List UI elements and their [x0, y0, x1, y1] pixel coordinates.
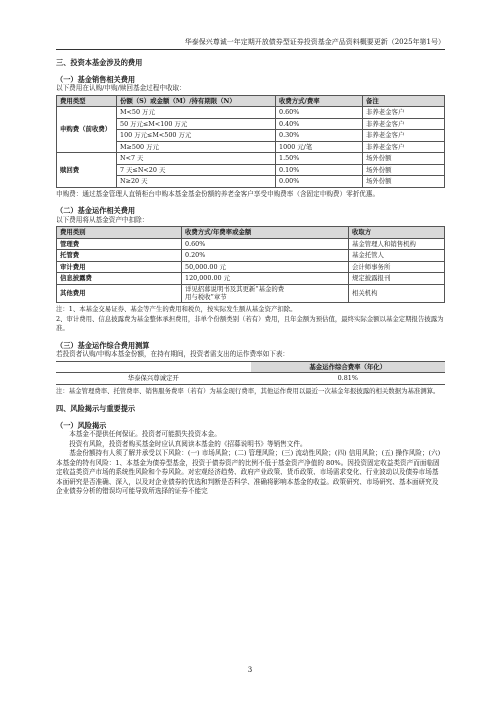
- table-cell: 审计费用: [57, 261, 182, 273]
- page-number: 3: [247, 666, 253, 674]
- table-cell: 0.30%: [276, 130, 363, 142]
- table-cell: 0.60%: [276, 107, 363, 119]
- table-cell: 非养老金客户: [363, 107, 445, 119]
- table-row: [57, 284, 445, 302]
- table-row: [57, 273, 445, 285]
- table-header-row: [56, 361, 445, 373]
- table-cell: 120,000.00 元: [182, 273, 349, 285]
- table-row: [57, 107, 445, 119]
- table-cell: 0.40%: [276, 118, 363, 130]
- sales-fee-intro: 以下费用在认购/申购/赎回基金过程中收取：: [56, 84, 186, 93]
- table-cell: N<7 天: [117, 153, 276, 165]
- table-cell: 100 万元≤M<500 万元: [117, 130, 276, 142]
- sales-fee-table: [56, 95, 445, 188]
- operating-fee-table: [56, 226, 445, 303]
- table-cell: 0.00%: [276, 176, 363, 188]
- table-cell: 会计师事务所: [349, 261, 445, 273]
- table-cell: 0.20%: [182, 250, 349, 262]
- table-cell: 1000 元/笔: [276, 141, 363, 153]
- table-row: [57, 261, 445, 273]
- other-fees-label: 其他费用: [57, 284, 182, 302]
- table-cell: 非养老金客户: [363, 130, 445, 142]
- fee-calculation-intro: 若投资者认购/申购本基金份额，在持有期间，投资者需支出的运作费率如下表：: [56, 350, 290, 359]
- table-cell: 50 万元≤M<100 万元: [117, 118, 276, 130]
- table-cell: 场外份额: [363, 176, 445, 188]
- table-cell: 7 天≤N<20 天: [117, 164, 276, 176]
- risk-paragraph: 本基金不提供任何保证。投资者可能损失投资本金。: [69, 429, 221, 438]
- fee-calculation-note: 注：基金管理费率、托管费率、销售服务费率（若有）为基金现行费率，其他运作费用以最近一次基金年报披露的相关数据为基准测算。: [56, 386, 440, 395]
- redemption-fee-label: 赎回费: [57, 153, 117, 188]
- table-cell: 信息披露费: [57, 273, 182, 285]
- col-header-payee: 收取方: [349, 227, 445, 239]
- table-cell: 50,000.00 元: [182, 261, 349, 273]
- table-row: [57, 238, 445, 250]
- other-fees-line-2: 用与税收”章节: [185, 293, 227, 302]
- note-item: 注：1、本基金交易证券、基金等产生的费用和税负，按实际发生额从基金资产扣除。: [56, 304, 297, 313]
- table-cell: 1.50%: [276, 153, 363, 165]
- table-cell: 场外份额: [363, 164, 445, 176]
- col-header-composite-rate: 基金运作综合费率（年化）: [251, 361, 446, 373]
- col-header-fee-type: 费用类型: [57, 95, 117, 107]
- table-cell: 基金托管人: [349, 250, 445, 262]
- col-header-fee-category: 费用类别: [57, 227, 182, 239]
- table-cell: 非养老金客户: [363, 118, 445, 130]
- table-header-row: [57, 95, 445, 107]
- risk-disclosure-title: （一）风险揭示: [56, 420, 107, 430]
- table-cell: 0.10%: [276, 164, 363, 176]
- note-item: 2、审计费用、信息披露费为基金整体承担费用，非单个份额类别（若有）费用，且年金额为预估值，最终实际金额以基金定期报告披露为准。: [56, 314, 444, 333]
- other-fees-description: [182, 284, 349, 302]
- col-header-rate-amount: 收费方式/年费率或金额: [182, 227, 349, 239]
- operating-fee-notes: [56, 305, 445, 334]
- table-cell: 场外份额: [363, 153, 445, 165]
- running-header: 华泰保兴尊诚一年定期开放债券型证券投资基金产品资料概要更新（2025年第1号）: [56, 0, 445, 50]
- col-header-rate: 收费方式/费率: [276, 95, 363, 107]
- section-3-title: 三、投资本基金涉及的费用: [56, 58, 143, 68]
- table-row: [57, 250, 445, 262]
- table-cell: 规定披露报刊: [349, 273, 445, 285]
- table-cell: 基金管理人和销售机构: [349, 238, 445, 250]
- table-row: [56, 373, 445, 385]
- fund-name-cell: 华泰保兴尊诚定开: [56, 373, 251, 385]
- table-cell: 管理费: [57, 238, 182, 250]
- risk-paragraph: 基金份额持有人须了解并承受以下风险：(一) 市场风险；(二) 管理风险；(三) 流动性风险；(四) 信用风险；(五) 操作风险；(六) 本基金的特有风险：1、本基金为债券型基金，投资于债券资产的比例不低于基金资产净值的 80%。因投资固定收益类资产而面临固定收益类资产市场的系统性风险和个券风险。对宏观经济趋势、政府产业政策、货币政策、市场需求变化、行业波动以及债券市场基本面研究是否准确、深入，以及对企业债券的优选和判断是否科学、准确将影响本基金的收益。政策研究、市场研究、基本面研究及企业债券分析的错误均可能导致所选择的证券不能完: [56, 449, 441, 496]
- col-header-remark: 备注: [363, 95, 445, 107]
- table-cell: 托管费: [57, 250, 182, 262]
- sales-fee-title: （一）基金销售相关费用: [56, 74, 136, 84]
- table-cell: N≥20 天: [117, 176, 276, 188]
- col-header-amount-period: 份额（S）或金额（M）/持有期限（N）: [117, 95, 276, 107]
- section-4-title: 四、风险揭示与重要提示: [56, 404, 136, 414]
- table-header-row: [57, 227, 445, 239]
- fee-calculation-table: [56, 361, 445, 385]
- operating-fee-title: （二）基金运作相关费用: [56, 206, 136, 216]
- col-header-blank: [56, 361, 251, 373]
- table-cell: 非养老金客户: [363, 141, 445, 153]
- operating-fee-intro: 以下费用将从基金资产中扣除：: [56, 215, 149, 224]
- other-fees-line-1: 详见招募说明书及其更新“基金的费: [185, 284, 285, 293]
- composite-rate-cell: 0.81%: [251, 373, 446, 385]
- table-cell: 0.60%: [182, 238, 349, 250]
- fee-calculation-title: （三）基金运作综合费用测算: [56, 340, 150, 350]
- table-cell: M<50 万元: [117, 107, 276, 119]
- risk-paragraph: 投资有风险，投资者购买基金时应认真阅读本基金的《招募说明书》等销售文件。: [69, 439, 307, 448]
- other-fees-payee: 相关机构: [349, 284, 445, 302]
- purchase-fee-label: 申购费（前收费）: [57, 107, 117, 153]
- purchase-fee-note: 申购费：通过基金管理人直销柜台申购本基金基金份额的养老金客户享受申购费率（含固定申购费）零折优惠。: [56, 189, 380, 198]
- table-row: [57, 153, 445, 165]
- table-cell: M≥500 万元: [117, 141, 276, 153]
